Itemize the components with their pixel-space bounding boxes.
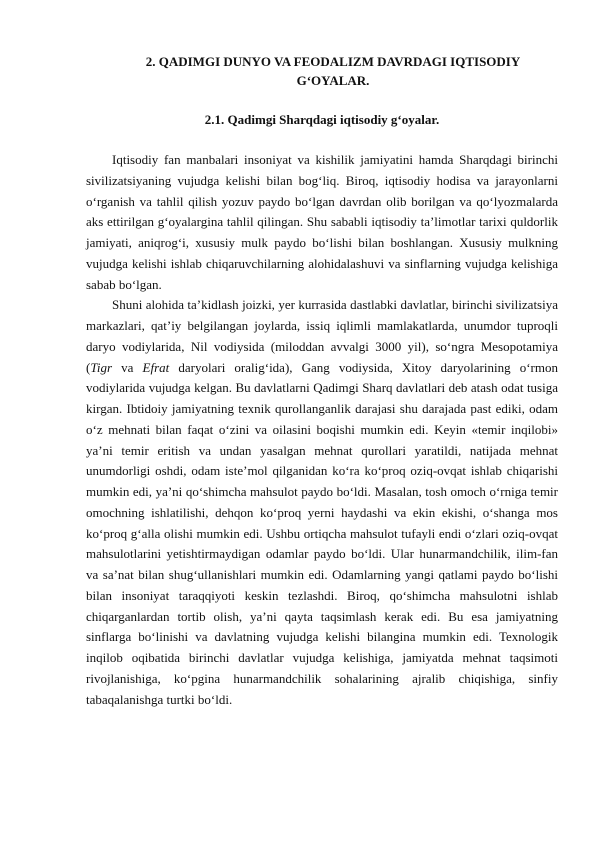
section-title: 2.1. Qadimgi Sharqdagi iqtisodiy g‘oyalar.	[204, 112, 440, 127]
paragraph-2-conjunction: va	[112, 359, 143, 375]
paragraph-2-part-1: Shuni alohida ta’kidlash joizki, yer kurrasida dastlabki davlatlar, birinchi sivilizatsiya markazlari, qat’iy belgilangan joylarda, issiq iqlimli mamlakatlarda, unumdor tuproqli daryo vodiylarida, Nil vodiysida (miloddan avvalgi 3000 yil), so‘ngra Mesopotamiya (	[86, 297, 558, 375]
river-tigr: Tigr	[90, 359, 113, 375]
chapter-title-line-1: 2. QADIMGI DUNYO VA FEODALIZM DAVRDAGI IQTISODIY	[145, 54, 521, 69]
paragraph-2	[86, 295, 558, 710]
document-page	[86, 52, 558, 710]
chapter-title-line-2: G‘OYALAR.	[296, 73, 370, 88]
paragraph-1: Iqtisodiy fan manbalari insoniyat va kishilik jamiyatini hamda Sharqdagi birinchi sivilizatsiyaning vujudga kelishi bilan bog‘liq. Biroq, iqtisodiy hodisa va jarayonlarni o‘rganish va tahlil qilish yozuv paydo bo‘lgan davrdan olib borilgan va qo‘lyozmalarda aks ettirilgan g‘oyalargina tahlil qilingan. Shu sababli iqtisodiy ta’limotlar tarixi quldorlik jamiyati, aniqrog‘i, xususiy mulk paydo bo‘lishi bilan boshlangan. Xususiy mulkning vujudga kelishi ishlab chiqaruvchilarning alohidalashuvi va sinflarning vujudga kelishiga sabab bo‘lgan.	[86, 152, 558, 292]
river-efrat: Efrat	[142, 359, 170, 375]
paragraph-2-part-2: daryolari oralig‘ida), Gang vodiysida, Xitoy daryolarining o‘rmon vodiylarida vujudga kelgan. Bu davlatlarni Qadimgi Sharq davlatlari deb atash odat tusiga kirgan. Ibtidoiy jamiyatning texnik qurollanganlik darajasi shu darajada past ediki, odam o‘z mehnati bilan faqat o‘zini va oilasini boqishi mumkin edi. Keyin «temir inqilobi» ya’ni temir eritish va undan yasalgan mehnat qurollari yaratildi, natijada mehnat unumdorligi oshdi, odam iste’mol qilganidan ko‘ra ko‘proq oziq-ovqat ishlab chiqarishi mumkin edi, ya’ni qo‘shimcha mahsulot paydo bo‘ldi. Masalan, tosh omoch o‘rniga temir omochning ishlatilishi, dehqon ko‘proq yerni haydashi va ekin ekishi, o‘shanga mos ko‘proq g‘alla olishi mumkin edi. Ushbu ortiqcha mahsulot tufayli endi o‘zlari oziq-ovqat mahsulotlarini yetishtirmaydigan odamlar paydo bo‘ldi. Ular hunarmandchilik, ilim-fan va sa’nat bilan shug‘ullanishlari mumkin edi. Odamlarning yangi qatlami paydo bo‘lishi bilan insoniyat taraqqiyoti keskin tezlashdi. Biroq, qo‘shimcha mahsulotni ishlab chiqarganlardan tortib olish, ya’ni qayta taqsimlash kerak edi. Bu esa jamiyatning sinflarga bo‘linishi va davlatning vujudga kelishi bilangina mumkin edi. Texnologik inqilob oqibatida birinchi davlatlar vujudga kelishiga, jamiyatda mehnat taqsimoti rivojlanishiga, ko‘pgina hunarmandchilik sohalarining ajralib chiqishiga, sinfiy tabaqalanishga turtki bo‘ldi.	[86, 359, 558, 707]
chapter-title	[108, 52, 558, 90]
